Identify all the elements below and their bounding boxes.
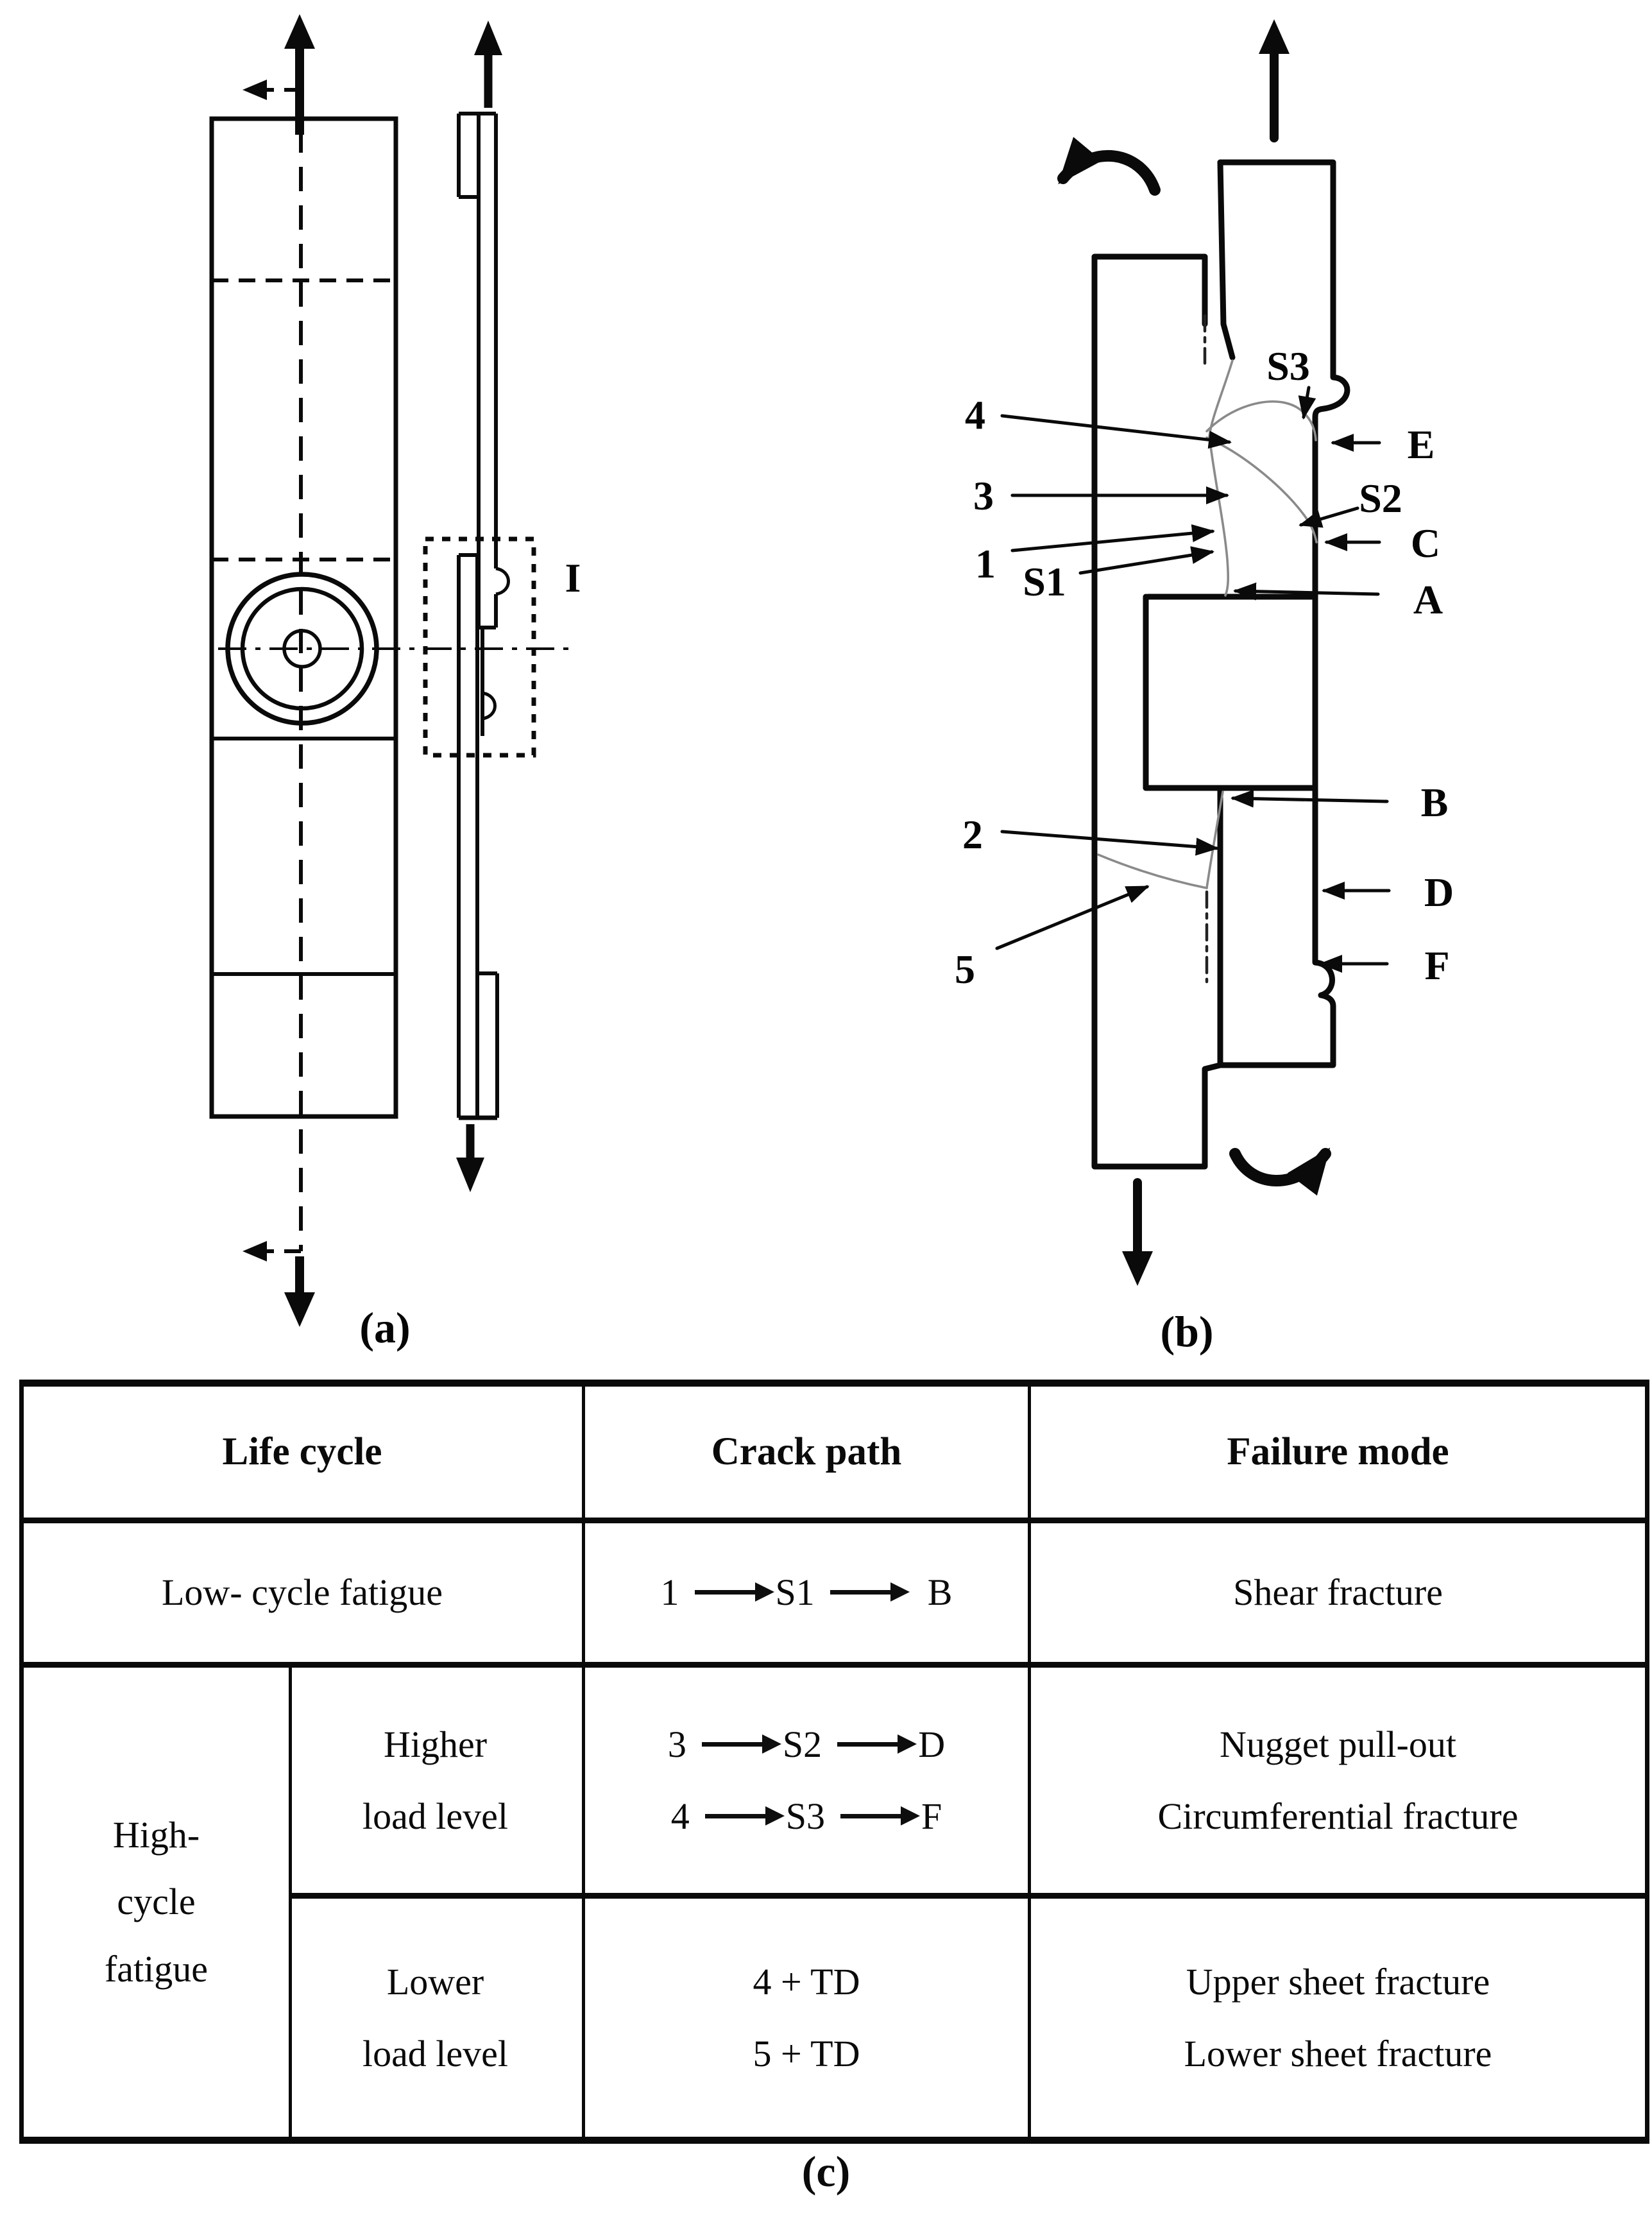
right-arrow-icon <box>705 1814 767 1818</box>
label-b: B <box>1420 780 1449 825</box>
top-left-arrowhead-icon <box>243 80 267 100</box>
cell-higher-failure <box>1031 1668 1645 1893</box>
leader-5 <box>997 887 1147 948</box>
label-s1: S1 <box>1023 559 1066 604</box>
high-cycle-line1: High- <box>112 1813 200 1856</box>
caption-c-text: (c) <box>801 2147 851 2196</box>
low-cycle-text: Low- cycle fatigue <box>161 1571 443 1614</box>
cell-higher-crack-paths <box>585 1668 1028 1893</box>
bottom-left-arrowhead-icon <box>243 1241 267 1261</box>
caption-b: (b) <box>1160 1307 1214 1356</box>
crack-path-4-s3 <box>1207 402 1316 440</box>
cell-lower-failure <box>1031 1899 1645 2137</box>
lower-failure-line1: Upper sheet fracture <box>1186 1961 1490 2003</box>
leader-b <box>1233 798 1387 801</box>
cp-to: B <box>927 1571 953 1614</box>
leader-4 <box>1002 416 1229 442</box>
label-s2: S2 <box>1359 475 1402 521</box>
label-a: A <box>1413 577 1443 622</box>
crack-path-5 <box>1098 855 1207 888</box>
diagram-a-specimen <box>212 14 573 1327</box>
cell-high-cycle-group <box>24 1668 289 2137</box>
right-arrow-icon <box>702 1742 763 1747</box>
lower-failure-line2: Lower sheet fracture <box>1184 2032 1492 2074</box>
lower-load-line1: Lower <box>386 1961 484 2003</box>
cp-to: D <box>918 1723 946 1766</box>
lower-sheet-outline <box>1094 257 1220 1167</box>
cell-lower-load <box>292 1899 579 2137</box>
upper-sheet-outline <box>1148 162 1347 597</box>
higher-failure-line2: Circumferential fracture <box>1157 1795 1519 1837</box>
leader-a <box>1236 591 1378 594</box>
cp-via: S3 <box>785 1795 825 1837</box>
caption-a: (a) <box>359 1303 411 1352</box>
label-2: 2 <box>962 812 983 857</box>
higher-load-line2: load level <box>362 1795 509 1837</box>
right-arrow-icon <box>830 1590 892 1595</box>
leader-s1 <box>1080 552 1212 573</box>
cp-from: 4 <box>670 1795 690 1837</box>
cell-lower-crack-paths <box>585 1899 1028 2137</box>
cp-from: 1 <box>660 1571 679 1614</box>
label-c: C <box>1410 520 1441 566</box>
table-rule-row1 <box>19 1662 1649 1668</box>
lower-crack-line1: 4 + TD <box>753 1961 860 2003</box>
crack-path-row <box>671 1781 942 1852</box>
label-d: D <box>1424 869 1454 915</box>
leader-1 <box>1012 531 1213 551</box>
higher-failure-line1: Nugget pull-out <box>1220 1723 1456 1766</box>
crack-path-row <box>661 1557 953 1628</box>
label-5: 5 <box>955 946 975 992</box>
crack-path-row <box>668 1709 945 1780</box>
cell-low-cycle <box>24 1523 581 1662</box>
label-f: F <box>1424 943 1450 988</box>
table-border-top <box>19 1380 1649 1387</box>
b-up-arrowhead-icon <box>1259 19 1290 54</box>
table-rule-row2 <box>289 1893 1649 1899</box>
cp-via: S1 <box>775 1571 815 1614</box>
label-s3: S3 <box>1266 343 1310 389</box>
leader-s2 <box>1301 508 1358 525</box>
header-life-cycle-text: Life cycle <box>222 1430 382 1474</box>
cp-from: 3 <box>667 1723 686 1766</box>
lower-joggle-piece <box>1220 597 1333 1065</box>
header-crack-path-text: Crack path <box>711 1430 902 1474</box>
leader-2 <box>1002 832 1216 848</box>
label-4: 4 <box>965 392 985 438</box>
lower-load-line2: load level <box>362 2032 509 2074</box>
cp-to: F <box>921 1795 942 1837</box>
header-crack-path <box>585 1387 1028 1518</box>
label-3: 3 <box>973 473 994 518</box>
low-failure-text: Shear fracture <box>1233 1571 1443 1614</box>
table-rule-header <box>19 1518 1649 1523</box>
detail-box-label: I <box>565 555 581 601</box>
upper-sheet-left-edge <box>1220 162 1232 357</box>
high-cycle-line2: cycle <box>117 1881 196 1923</box>
right-arrow-icon <box>837 1742 899 1747</box>
table-border-right <box>1645 1380 1649 2144</box>
upper-indent-ridge <box>496 569 509 594</box>
high-cycle-line3: fatigue <box>104 1947 209 1990</box>
leader-arrows <box>997 388 1389 964</box>
leader-s3 <box>1304 388 1309 417</box>
right-arrow-icon <box>695 1590 756 1595</box>
front-down-arrowhead-icon <box>284 1292 315 1327</box>
moment-arrow-bottom-icon <box>1235 1154 1325 1181</box>
crack-path-1-s1 <box>1209 361 1232 595</box>
higher-load-line1: Higher <box>383 1723 488 1766</box>
cell-low-crack-path <box>585 1523 1028 1662</box>
cell-low-failure <box>1031 1523 1645 1662</box>
caption-c <box>0 2146 1652 2197</box>
diagram-b-section <box>997 19 1389 1286</box>
table-border-left <box>19 1380 24 2144</box>
label-e: E <box>1407 422 1435 467</box>
front-up-arrowhead-icon <box>284 14 315 49</box>
cell-higher-load <box>292 1668 579 1893</box>
header-life-cycle <box>24 1387 581 1518</box>
label-1: 1 <box>975 541 996 586</box>
table-border-bottom <box>19 2137 1649 2144</box>
right-arrow-icon <box>840 1814 902 1818</box>
side-down-arrowhead-icon <box>456 1158 484 1192</box>
cp-via: S2 <box>782 1723 822 1766</box>
lower-crack-line2: 5 + TD <box>753 2032 860 2074</box>
moment-arrow-top-icon <box>1063 156 1155 190</box>
b-down-arrowhead-icon <box>1122 1251 1153 1286</box>
side-up-arrowhead-icon <box>474 21 502 55</box>
header-failure-mode-text: Failure mode <box>1227 1430 1449 1474</box>
header-failure-mode <box>1031 1387 1645 1518</box>
